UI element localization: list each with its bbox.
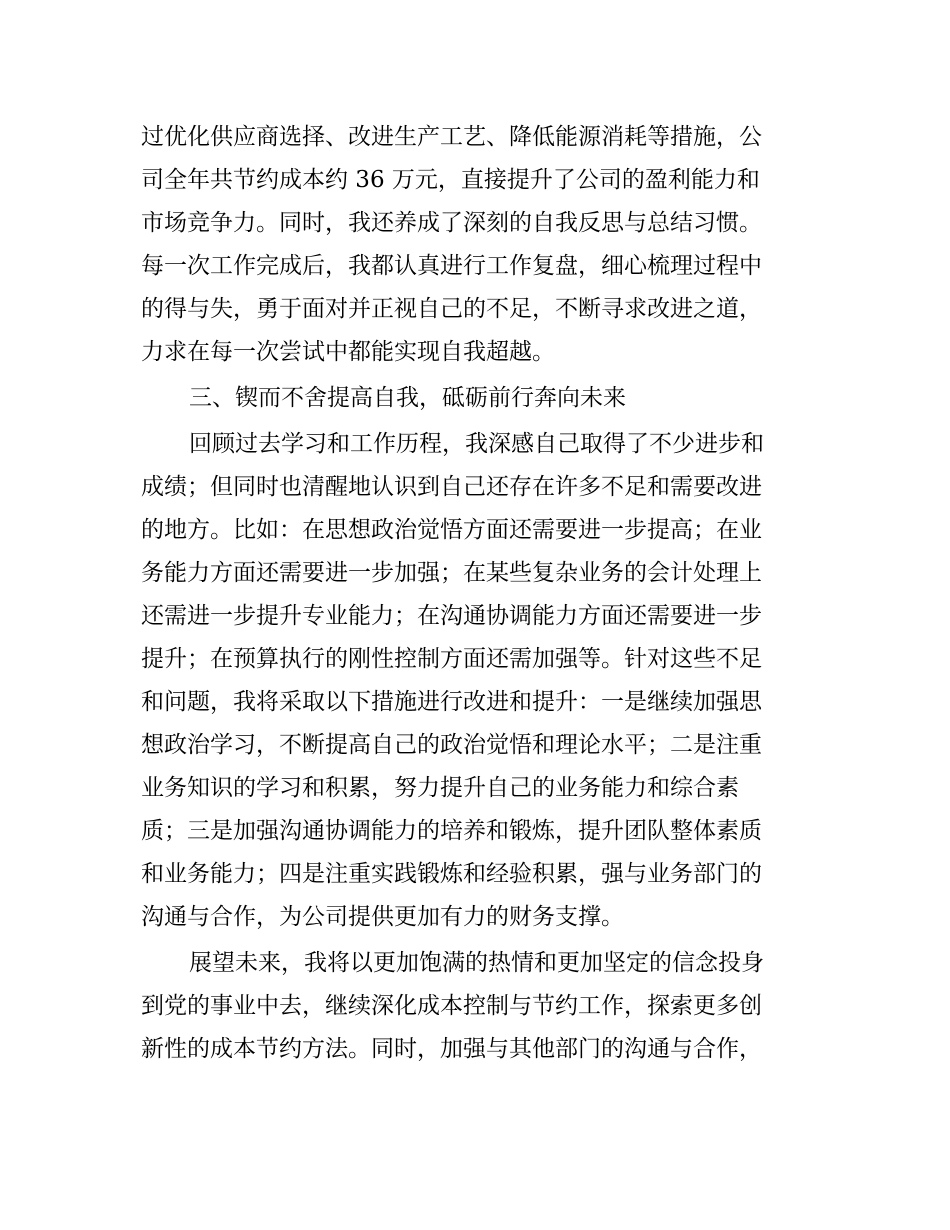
text-line: 的得与失，勇于面对并正视自己的不足，不断寻求改进之道， — [141, 296, 762, 322]
text-line: 质；三是加强沟通协调能力的培养和锻炼，提升团队整体素质 — [141, 818, 762, 844]
text-line: 和业务能力；四是注重实践锻炼和经验积累，强与业务部门的 — [141, 861, 762, 887]
heading-line: 三、锲而不舍提高自我，砥砺前行奔向未来 — [189, 385, 626, 411]
text-line: 过优化供应商选择、改进生产工艺、降低能源消耗等措施，公 — [141, 124, 762, 150]
paragraph-review — [141, 423, 813, 939]
text-line: 务能力方面还需要进一步加强；在某些复杂业务的会计处理上 — [141, 560, 762, 586]
document-body — [141, 116, 813, 1071]
text-line: 和问题，我将采取以下措施进行改进和提升：一是继续加强思 — [141, 689, 762, 715]
text-line: 到党的事业中去，继续深化成本控制与节约工作，探索更多创 — [141, 993, 762, 1019]
paragraph-outlook — [141, 942, 813, 1071]
text-line: 回顾过去学习和工作历程，我深感自己取得了不少进步和 — [189, 431, 764, 457]
text-line: 的地方。比如：在思想政治觉悟方面还需要进一步提高；在业 — [141, 517, 762, 543]
text-line: 想政治学习，不断提高自己的政治觉悟和理论水平；二是注重 — [141, 732, 762, 758]
text-line: 市场竞争力。同时，我还养成了深刻的自我反思与总结习惯。 — [141, 210, 762, 236]
text-line: 还需进一步提升专业能力；在沟通协调能力方面还需要进一步 — [141, 603, 762, 629]
text-line: 提升；在预算执行的刚性控制方面还需加强等。针对这些不足 — [141, 646, 762, 672]
text-line: 司全年共节约成本约 36 万元，直接提升了公司的盈利能力和 — [141, 167, 760, 193]
text-line: 业务知识的学习和积累，努力提升自己的业务能力和综合素 — [141, 775, 739, 801]
text-line: 新性的成本节约方法。同时，加强与其他部门的沟通与合作， — [141, 1036, 762, 1062]
paragraph-continuation — [141, 116, 813, 374]
text-line: 沟通与合作，为公司提供更加有力的财务支撑。 — [141, 904, 624, 930]
text-line: 成绩；但同时也清醒地认识到自己还存在许多不足和需要改进 — [141, 474, 762, 500]
text-line: 每一次工作完成后，我都认真进行工作复盘，细心梳理过程中 — [141, 253, 762, 279]
section-heading — [141, 377, 813, 420]
text-line: 展望未来，我将以更加饱满的热情和更加坚定的信念投身 — [189, 950, 764, 976]
text-line: 力求在每一次尝试中都能实现自我超越。 — [141, 339, 555, 365]
